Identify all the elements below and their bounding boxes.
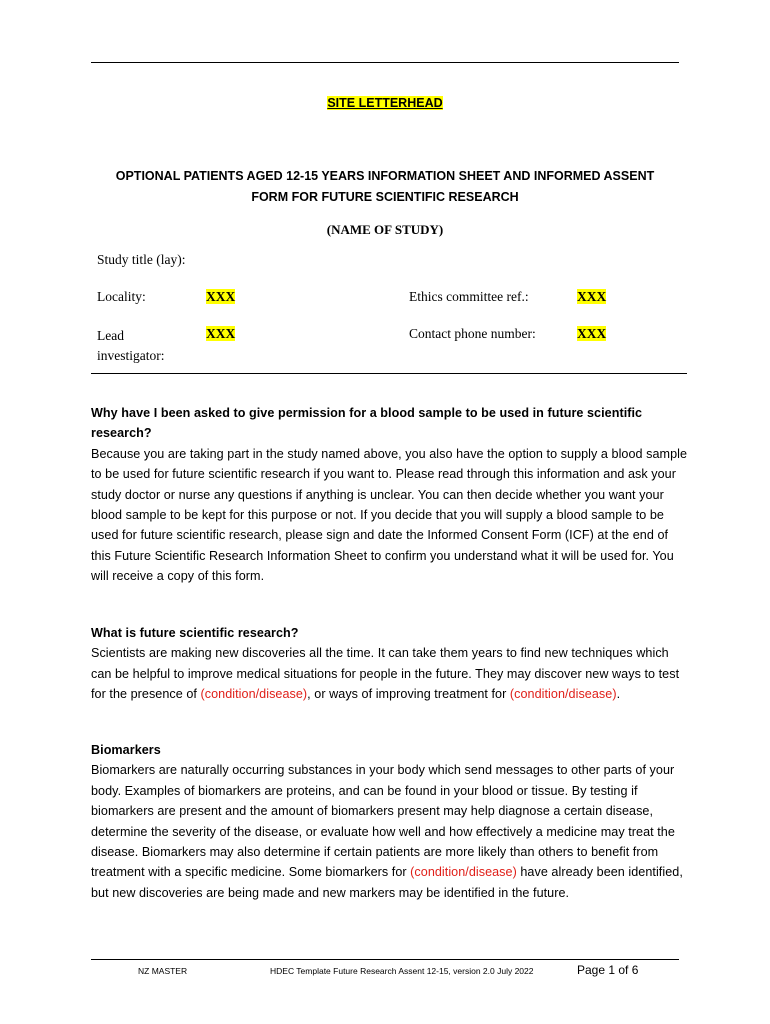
section-what-heading: What is future scientific research? bbox=[91, 626, 299, 640]
study-title-label: Study title (lay): bbox=[97, 252, 186, 267]
locality-label: Locality: bbox=[97, 289, 146, 304]
lead-label: Lead investigator: bbox=[97, 328, 165, 363]
ethics-value: XXX bbox=[577, 289, 607, 304]
contact-value: XXX bbox=[577, 326, 607, 341]
page-number: Page 1 of 6 bbox=[577, 963, 639, 977]
table-bottom-rule bbox=[91, 373, 687, 374]
section-biomarkers-body: Biomarkers are naturally occurring substances in your body which send messages to other parts of your body. Examples of biomarkers are proteins, and can be found in your blood or tissue. By testing if biomarkers are present and the amount of biomarkers present may help diagnose a certain disease, determine the severity of the disease, or evaluate how well and how effectively a medicine may treat the disease. Biomarkers may also determine if certain patients are more likely than others to benefit from treatment with a specific medicine. Some biomarkers for (condition/disease) have already been identified, but new discoveries are being made and new markers may be identified in the future. bbox=[91, 763, 683, 900]
ethics-label: Ethics committee ref.: bbox=[409, 289, 529, 304]
lead-value: XXX bbox=[206, 326, 236, 341]
section-what bbox=[91, 623, 691, 705]
section-why bbox=[91, 403, 691, 587]
site-letterhead bbox=[0, 96, 770, 110]
footer-center: HDEC Template Future Research Assent 12-15, version 2.0 July 2022 bbox=[270, 966, 534, 976]
contact-label: Contact phone number: bbox=[409, 326, 536, 341]
section-what-body: Scientists are making new discoveries all the time. It can take them years to find new techniques which can be helpful to improve medical situations for people in the future. They may discover new ways to test for the presence of (condition/disease), or ways of improving treatment for (condition/disease). bbox=[91, 646, 680, 702]
condition-placeholder: (condition/disease) bbox=[410, 865, 517, 880]
top-rule bbox=[91, 62, 679, 63]
section-biomarkers-heading: Biomarkers bbox=[91, 743, 161, 757]
study-name: (NAME OF STUDY) bbox=[326, 222, 444, 237]
footer-left: NZ MASTER bbox=[138, 966, 188, 976]
footer-rule bbox=[91, 959, 679, 960]
title-line-1: OPTIONAL PATIENTS AGED 12-15 YEARS INFORMATION SHEET AND INFORMED ASSENT bbox=[115, 169, 655, 183]
locality-value: XXX bbox=[206, 289, 236, 304]
letterhead-text: SITE LETTERHEAD bbox=[327, 96, 443, 110]
title-line-2: FORM FOR FUTURE SCIENTIFIC RESEARCH bbox=[251, 190, 519, 204]
document-title bbox=[0, 166, 770, 208]
section-why-body: Because you are taking part in the study named above, you also have the option to supply a blood sample to be used for future scientific research if you want to. Please read through this information and ask your study doctor or nurse any questions if anything is unclear. You can then decide whether you want your blood sample to be kept for this purpose or not. If you decide that you will supply a blood sample to be used for future scientific research, please sign and date the Informed Consent Form (ICF) at the end of this Future Scientific Research Information Sheet to confirm you understand what it will be used for. You will receive a copy of this form. bbox=[91, 446, 688, 584]
condition-placeholder: (condition/disease) bbox=[200, 687, 308, 702]
section-why-heading: Why have I been asked to give permission for a blood sample to be used in future scientific research? bbox=[91, 406, 643, 441]
condition-placeholder: (condition/disease) bbox=[509, 687, 617, 702]
section-biomarkers bbox=[91, 740, 691, 903]
